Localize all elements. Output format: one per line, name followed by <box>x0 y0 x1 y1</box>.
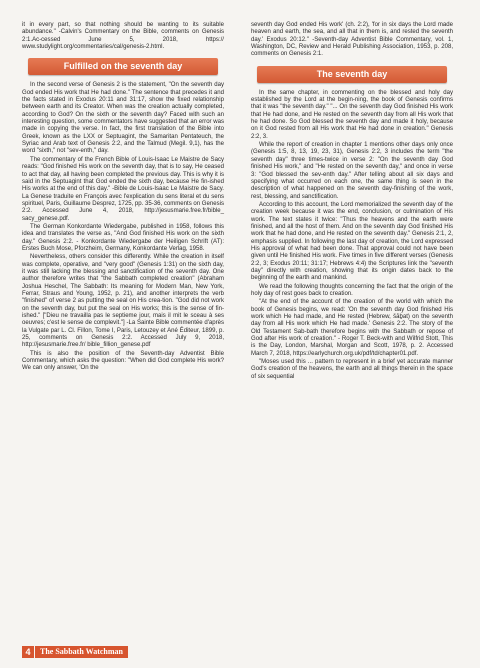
section-heading-seventh-day: The seventh day <box>257 66 447 83</box>
left-column <box>22 22 224 374</box>
paragraph: The German Konkordante Wiedergabe, published in 1958, follows this idea and translates the verse as, "And God finished His work on the sixth day." Genesis 2:2. - Konkordante Wiedergabe der Heiligen Schrift (AT): Erstes Buch Mose, Pforzheim, Germany, Konkordante Verlag, 1958. <box>22 223 224 252</box>
paragraph: "Moses used this ... pattern to represent in a brief yet accurate manner God's creation of the heavens, the earth and all things therein in the space of six sequential <box>251 359 453 380</box>
page-footer <box>22 646 128 658</box>
paragraph: it in every part, so that nothing should be wanting to its suitable abundance." -Calvin's Commentary on the Bible, comments on Genesis 2:1.Ac-cessed June 5, 2018, https:// www.studylight.org/commentaries/cal/genesis-2.html. <box>22 22 224 51</box>
section-heading-fulfilled: Fulfilled on the seventh day <box>28 58 218 75</box>
paragraph: In the same chapter, in commenting on the blessed and holy day established by the Lord at the begin-ning, the book of Genesis confirms that it was "the seventh day." "... On the seventh day God finished His work that He had done, and He rested on the seventh day from all His work that he had done. So God blessed the seventh day and made it holy, because on it God rested from all His work that He had done in creation." Genesis 2:2, 3. <box>251 89 453 140</box>
magazine-title: The Sabbath Watchman <box>35 646 128 658</box>
paragraph: According to this account, the Lord memorialized the seventh day of the creation week because it was the end, conclusion, or culmination of His work. The text states it twice: "Thus the heavens and the earth were finished, and all the host of them. And on the seventh day God finished His work that he had done, and He rested on the seventh day." Genesis 2:1, 2, emphasis supplied. In following the last day of creation, the Lord expressed His approval of what had been done. That approval could not have been given until He finished His work. Five times in five different verses (Genesis 2:2, 3; Exodus 20:11; 31:17; Hebrews 4:4) the Scriptures link the "seventh day" directly with creation, showing that its origin dates back to the beginning of the earth and mankind. <box>251 201 453 282</box>
paragraph: The commentary of the French Bible of Louis-Isaac Le Maistre de Sacy reads: "God finished His work on the seventh day, that is to say, He ceased to act that day, all having been completed the previous day. This is why it is said in the Septuagint that God ended the sixth day, because He fin-ished His works at the end of this day." -Bible de Louis-Isaac Le Maistre de Sacy. La Genese traduite en François avec l'explication du sens literal et du sens spirituel, Paris, Guillaume Desprez, 1725, pp. 35-36, comments on Genesis 2:2. Accessed June 4, 2018, http://jesusmarie.free.fr/bible_ sacy_genese.pdf. <box>22 156 224 222</box>
paragraph: In the second verse of Genesis 2 is the statement, "On the seventh day God ended His work that He had done." The sentence that precedes it and the facts stated in Exodus 20:11 and 31:17, show the fixed relationship between earth and its Creator. When was the creation actually completed, according to God? On the sixth or the seventh day? Faced with such an interesting question, some commentators have suggested that an error was made in copying the verse. In fact, the first translation of the Bible into Greek, known as the LXX or Septuagint, the Samaritan Pentateuch, the Syriac and Arab text of Genesis 2:2, and the Talmud (Megil. 9,1), has the word "sixth," not "sev-enth," day. <box>22 82 225 155</box>
paragraph: This is also the position of the Seventh-day Adventist Bible Commentary, which asks the question: "When did God complete His work? We can only answer, 'On the <box>22 350 224 372</box>
paragraph: Nevertheless, others consider this differently. While the creation in itself was complete, operative, and "very good" (Genesis 1:31) on the sixth day, it was still lacking the blessing and sanctification of the seventh day. One author therefore writes that "the Sabbath completed creation" (Abraham Joshua Heschel, The Sabbath: Its meaning for Modern Man, New York, Ferrar, Straus and Young, 1952, p. 21), and another interprets the verb "finished" of verse 2 as putting the seal on His crea-tion. "God did not work on the seventh day, but put the seal on His works; this is the sense of fin-ished." ["Dieu ne travailla pas le septieme jour, mais il mit le sceau à ses oeuvres; c'est le sense de complevit."] -La Sainte Bible commentée d'après la Vulgate par L. Cl. Fillon, Tome I, Paris, Letouzey et Ané Éditeur, 1899, p. 25, comments on Genesis 2:2. Accessed July 9, 2018, http://jesusmarie.free.fr/ bible_fillion_genese.pdf <box>22 254 224 349</box>
paragraph: "At the end of the account of the creation of the world with which the book of Genesis begins, we read: 'On the seventh day God finished His work which He had made, and He rested (Hebrew, šāḇat) on the seventh day from all His work which He had made.' Genesis 2:2. The story of the Old Testament Sab-bath therefore begins with the Sabbath or repose of God after His work of creation." - Roger T. Beck-with and Wilfrid Stott, This is the Day, London, Marshal, Morgan and Scott, 1978, p. 2. Accessed March 7, 2018, https://earlychurch.org.uk/pdf/td/chapter01.pdf. <box>251 299 453 357</box>
page-number: 4 <box>22 646 34 658</box>
right-column <box>251 22 453 382</box>
paragraph: seventh day God ended His work' (ch. 2:2), 'for in six days the Lord made heaven and earth, the sea, and all that in them is, and rested the seventh day.' Exodus 20:12." -Seventh-day Adventist Bible Commentary, vol. 1, Washington, DC, Review and Herald Publishing Association, 1953, p. 208, comments on Genesis 2:1. <box>251 22 453 58</box>
paragraph: While the report of creation in chapter 1 mentions other days only once (Genesis 1:5, 8, 13, 19, 23, 31), Genesis 2:2, 3 includes the term "the seventh day" three times-twice in verse 2: "On the seventh day God finished His work," and "He rested on the seventh day," and once in verse 3: "God blessed the sev-enth day." After telling about all six days and specifying what occurred on each one, the same thing is seen in the description of what happened on the seventh day-finishing of the work, rest, blessing, and sanctification. <box>251 142 453 200</box>
paragraph: We read the following thoughts concerning the fact that the origin of the holy day of rest goes back to creation. <box>251 283 453 297</box>
